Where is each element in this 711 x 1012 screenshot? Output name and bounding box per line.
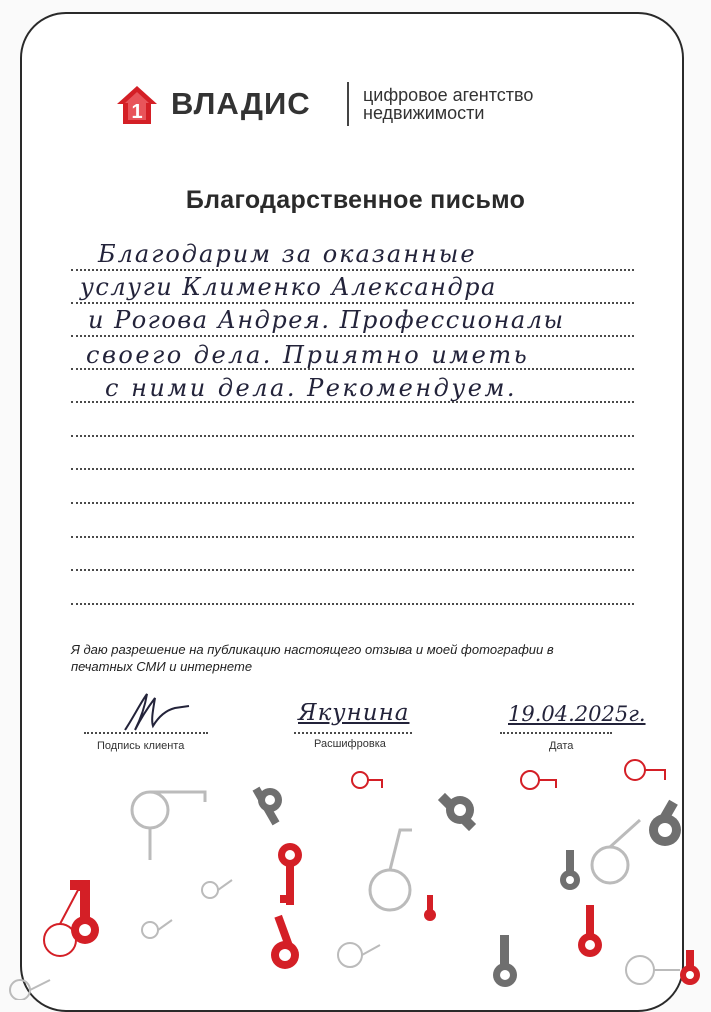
key-icon bbox=[142, 920, 172, 938]
house-logo-icon bbox=[115, 84, 159, 126]
handwritten-line-2: услуги Клименко Александра bbox=[80, 273, 497, 301]
key-icon bbox=[70, 880, 99, 944]
client-signature-caption: Подпись клиента bbox=[97, 740, 185, 752]
key-icon bbox=[278, 843, 302, 905]
ruled-line bbox=[71, 335, 634, 337]
logo-divider bbox=[347, 82, 349, 126]
name-decoding-caption: Расшифровка bbox=[314, 738, 386, 750]
key-icon bbox=[438, 793, 476, 831]
brand-tagline bbox=[363, 86, 533, 122]
key-icon bbox=[424, 895, 436, 921]
date-value: 19.04.2025г. bbox=[508, 702, 646, 726]
handwritten-line-5: с ними дела. Рекомендуем. bbox=[105, 374, 517, 402]
key-icon bbox=[132, 792, 205, 860]
key-icon bbox=[578, 905, 602, 957]
key-icon bbox=[352, 772, 382, 788]
brand-name: ВЛАДИС bbox=[171, 86, 311, 121]
key-icon bbox=[10, 980, 50, 1000]
handwritten-line-1: Благодарим за оказанные bbox=[98, 240, 477, 268]
ruled-line bbox=[71, 569, 634, 571]
signature-name-value: Якунина bbox=[298, 700, 410, 726]
key-icon bbox=[493, 935, 517, 987]
ruled-line bbox=[71, 536, 634, 538]
name-decoding-line bbox=[294, 732, 412, 734]
key-icon bbox=[649, 800, 681, 846]
client-signature-line bbox=[84, 732, 208, 734]
key-icon bbox=[626, 956, 680, 984]
decorative-keys-pattern bbox=[0, 740, 711, 1000]
tagline-line-2: недвижимости bbox=[363, 103, 485, 123]
ruled-line bbox=[71, 603, 634, 605]
key-icon bbox=[680, 950, 700, 985]
ruled-line bbox=[71, 302, 634, 304]
date-line bbox=[500, 732, 612, 734]
handwritten-line-4: своего дела. Приятно иметь bbox=[86, 341, 530, 369]
ruled-line bbox=[71, 435, 634, 437]
key-icon bbox=[370, 830, 412, 910]
ruled-line bbox=[71, 468, 634, 470]
key-icon bbox=[625, 760, 665, 780]
handwritten-line-3: и Рогова Андрея. Профессионалы bbox=[88, 306, 565, 334]
consent-statement: Я даю разрешение на публикацию настоящего отзыва и моей фотографии в печатных СМИ и интернете bbox=[71, 642, 554, 674]
key-icon bbox=[271, 915, 299, 969]
key-icon bbox=[338, 943, 380, 967]
client-signature-mark bbox=[105, 688, 195, 738]
ruled-line bbox=[71, 502, 634, 504]
house-logo-digit: 1 bbox=[131, 101, 143, 123]
tagline-line-1: цифровое агентство bbox=[363, 85, 534, 105]
key-icon bbox=[521, 771, 556, 789]
key-icon bbox=[253, 787, 282, 826]
date-caption: Дата bbox=[549, 740, 574, 752]
letter-title: Благодарственное письмо bbox=[185, 186, 526, 214]
ruled-line bbox=[71, 269, 634, 271]
key-icon bbox=[202, 880, 232, 898]
key-icon bbox=[592, 820, 640, 883]
key-icon bbox=[560, 850, 580, 890]
